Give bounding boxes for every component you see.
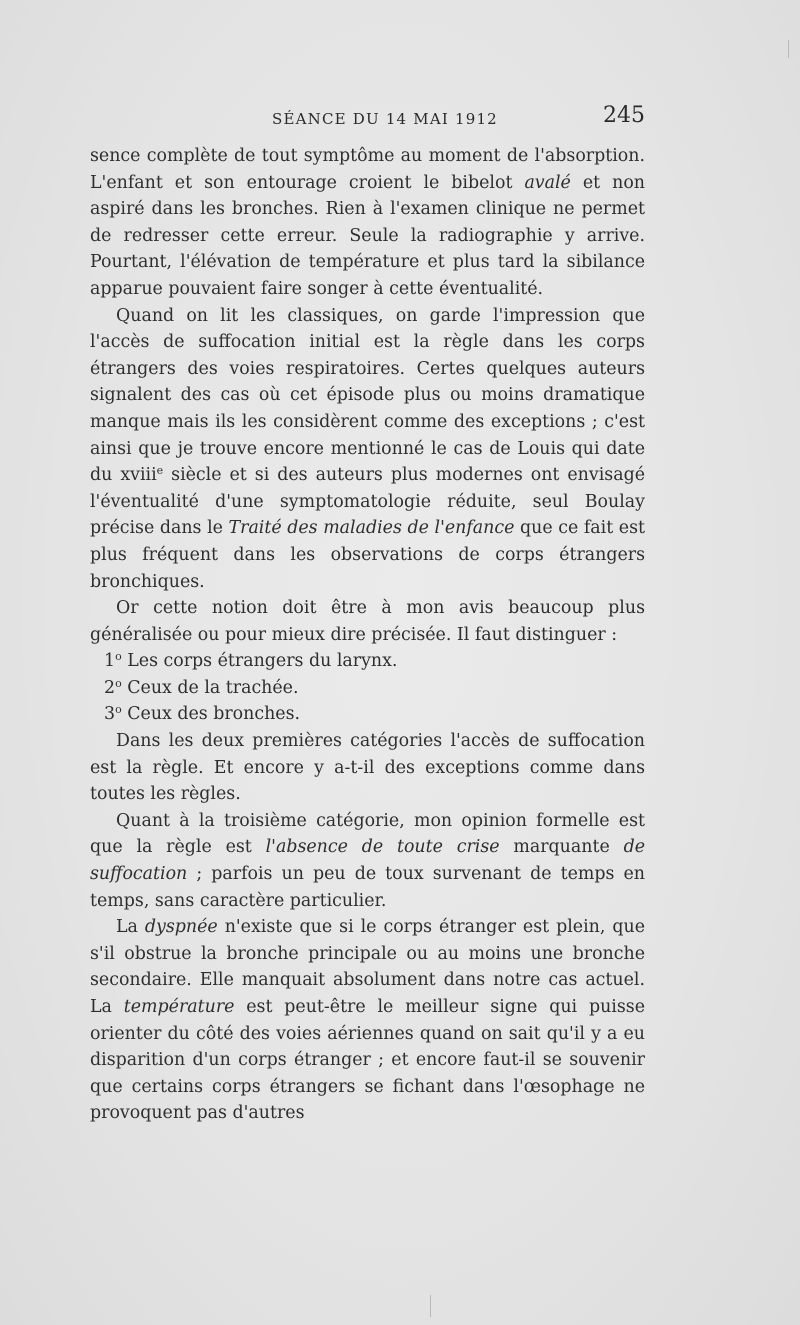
text-run: marquante bbox=[499, 837, 624, 858]
paragraph bbox=[90, 143, 645, 303]
superscript: e bbox=[156, 464, 164, 478]
running-head: SÉANCE DU 14 MAI 1912 bbox=[272, 110, 498, 128]
superscript: o bbox=[115, 676, 122, 690]
text-run: est peut-être le meilleur signe qui puisse orienter du côté des voies aériennes quand on sait qu'il y a eu disparition d'un corps étranger ; et encore faut-il se souvenir que certains corps étrangers se fichant dans l'œsophage ne provoquent pas d'autres bbox=[90, 997, 645, 1124]
list-item bbox=[90, 675, 645, 702]
superscript: o bbox=[115, 650, 122, 664]
text-run: sence complète de tout symptôme au moment de l'absorption. L'enfant et son entourage croient le bibelot bbox=[90, 146, 645, 193]
list-item bbox=[90, 701, 645, 728]
text-run: Quand on lit les classiques, on garde l'impression que l'accès de suffocation initial est la règle dans les corps étrangers des voies respiratoires. Certes quelques auteurs signalent des cas où cet épisode plus ou moins dramatique manque mais ils les considèrent comme des exceptions ; c'est ainsi que je trouve encore mentionné le cas de Louis qui date du xviii bbox=[90, 305, 645, 486]
text-run: et non aspiré dans les bronches. Rien à l'examen clinique ne permet de redresser cette erreur. Seule la radiographie y arrive. Pourtant, l'élévation de température et plus tard la sibilance apparue pouvaient faire songer à cette éventualité. bbox=[90, 172, 645, 299]
text-run: n'existe que si le corps étranger est plein, que s'il obstrue la bronche principale ou au moins une bronche secondaire. Elle manquait absolument dans notre cas actuel. La bbox=[90, 917, 645, 1017]
list-text: Les corps étrangers du larynx. bbox=[121, 651, 398, 672]
italic-text: de suffocation bbox=[90, 837, 645, 885]
list-item bbox=[90, 648, 645, 675]
paragraph bbox=[90, 914, 645, 1127]
paragraph: Dans les deux premières catégories l'accès de suffocation est la règle. Et encore y a-t-il des exceptions comme dans toutes les règles. bbox=[90, 731, 645, 805]
list-number: 3 bbox=[104, 704, 116, 725]
text-run: que ce fait est plus fréquent dans les observations de corps étrangers bronchiques. bbox=[90, 518, 645, 592]
page-edge-mark bbox=[788, 40, 789, 58]
italic-text: avalé bbox=[524, 172, 571, 193]
list-number: 2 bbox=[104, 677, 116, 698]
italic-text: dyspnée bbox=[144, 917, 218, 938]
body-text bbox=[90, 143, 645, 1127]
superscript: o bbox=[115, 703, 122, 717]
paragraph: Or cette notion doit être à mon avis beaucoup plus généralisée ou pour mieux dire précisée. Il faut distinguer : bbox=[90, 598, 645, 645]
paragraph bbox=[90, 303, 645, 596]
list-text: Ceux de la trachée. bbox=[121, 677, 299, 698]
list-text: Ceux des bronches. bbox=[121, 704, 301, 725]
list-number: 1 bbox=[104, 651, 116, 672]
italic-text: l'absence de toute crise bbox=[265, 837, 500, 858]
text-run: La bbox=[116, 917, 145, 938]
page-header bbox=[90, 103, 645, 133]
paragraph bbox=[90, 808, 645, 914]
text-run: ; parfois un peu de toux survenant de temps en temps, sans caractère particulier. bbox=[90, 864, 645, 911]
italic-text: Traité des maladies de l'enfance bbox=[228, 518, 515, 539]
page-number: 245 bbox=[603, 103, 645, 128]
text-run: siècle et si des auteurs plus modernes ont envisagé l'éventualité d'une symptomatologie réduite, seul Boulay précise dans le bbox=[90, 465, 645, 539]
text-run: Quant à la troisième catégorie, mon opinion formelle est que la règle est bbox=[90, 810, 645, 858]
italic-text: température bbox=[123, 997, 235, 1017]
page-edge-mark bbox=[430, 1295, 431, 1317]
